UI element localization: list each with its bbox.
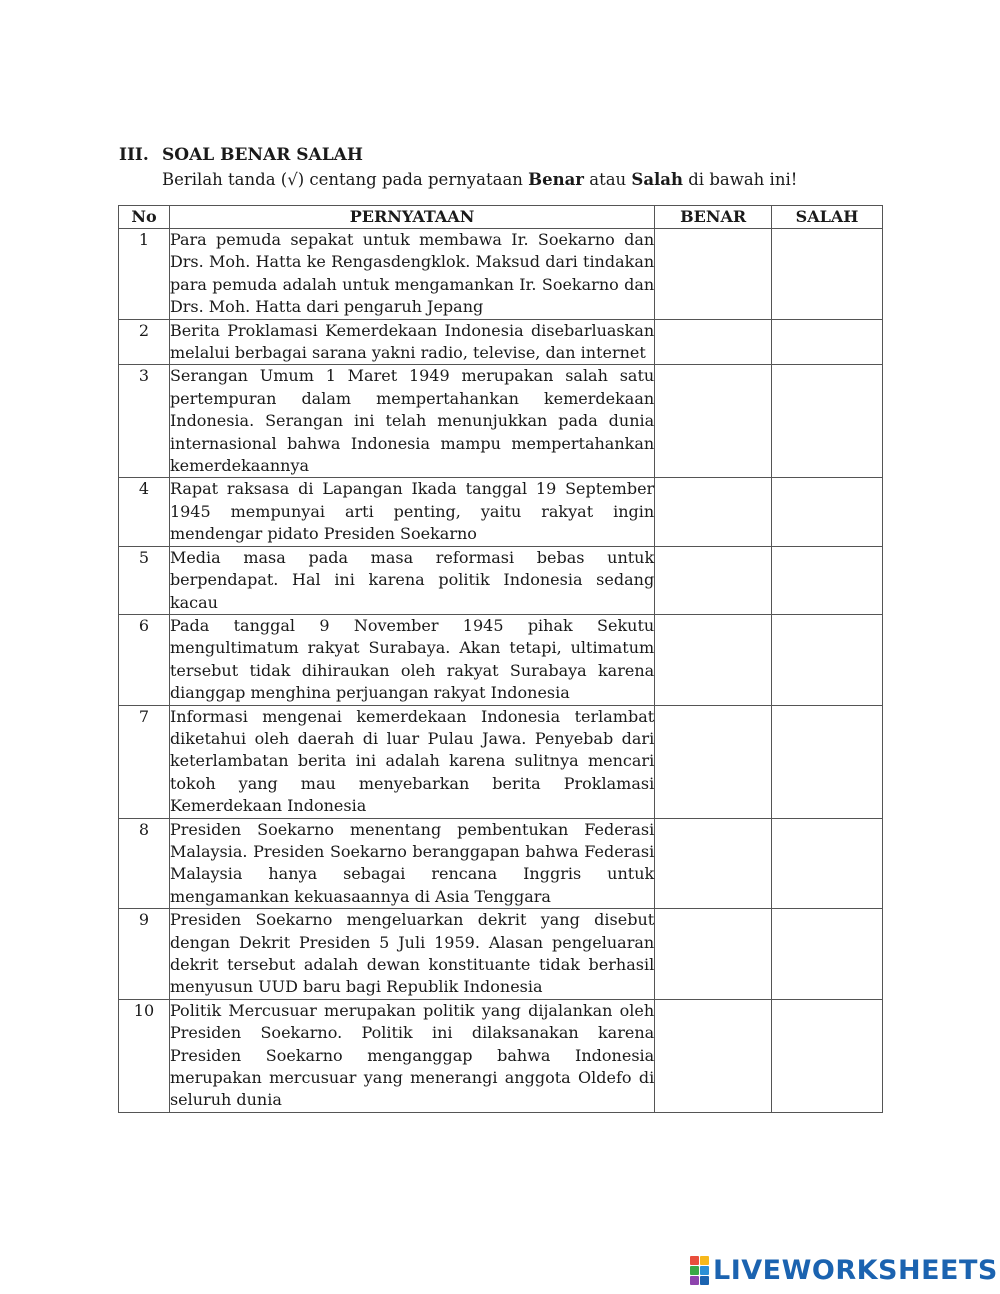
instruction-pre: Berilah tanda (√) centang pada pernyataan [162, 170, 529, 189]
statement-text: Para pemuda sepakat untuk membawa Ir. Soekarno dan Drs. Moh. Hatta ke Rengasdengklok. Maksud dari tindakan para pemuda adalah untuk mengamankan Ir. Soekarno dan Drs. Moh. Hatta dari pengaruh Jepang [169, 230, 655, 317]
statement-text: Rapat raksasa di Lapangan Ikada tanggal 19 September 1945 mempunyai arti penting, yaitu rakyat ingin mendengar pidato Presiden Soekarno [169, 479, 655, 544]
statement-cell [169, 478, 654, 546]
row-number: 1 [119, 229, 170, 320]
logo-text: LIVEWORKSHEETS [713, 1254, 998, 1286]
salah-answer-cell[interactable] [772, 365, 883, 478]
table-row [119, 909, 883, 1000]
statement-text: Presiden Soekarno menentang pembentukan Federasi Malaysia. Presiden Soekarno beranggapan bahwa Federasi Malaysia hanya sebagai rencana Inggris untuk mengamankan kekuasaannya di Asia Tenggara [169, 819, 655, 906]
table-row [119, 365, 883, 478]
salah-answer-cell[interactable] [772, 478, 883, 546]
salah-answer-cell[interactable] [772, 319, 883, 365]
instruction-salah: Salah [631, 170, 683, 189]
header-benar: BENAR [655, 206, 772, 229]
statement-cell [169, 705, 654, 818]
benar-answer-cell[interactable] [655, 909, 772, 1000]
row-number: 7 [119, 705, 170, 818]
statement-text: Presiden Soekarno mengeluarkan dekrit yang disebut dengan Dekrit Presiden 5 Juli 1959. Alasan pengeluaran dekrit tersebut adalah dewan konstituante tidak berhasil menyusun UUD baru bagi Republik Indonesia [169, 910, 655, 997]
instruction-benar: Benar [528, 170, 584, 189]
instruction-text [162, 170, 797, 189]
benar-answer-cell[interactable] [655, 319, 772, 365]
benar-answer-cell[interactable] [655, 478, 772, 546]
salah-answer-cell[interactable] [772, 546, 883, 614]
benar-answer-cell[interactable] [655, 614, 772, 705]
statement-text: Politik Mercusuar merupakan politik yang dijalankan oleh Presiden Soekarno. Politik ini dilaksanakan karena Presiden Soekarno menganggap bahwa Indonesia merupakan mercusuar yang menerangi anggota Oldefo di seluruh dunia [169, 1000, 655, 1110]
row-number: 10 [119, 999, 170, 1112]
benar-answer-cell[interactable] [655, 229, 772, 320]
table-row [119, 229, 883, 320]
table-row [119, 546, 883, 614]
salah-answer-cell[interactable] [772, 909, 883, 1000]
salah-answer-cell[interactable] [772, 614, 883, 705]
section-heading [119, 145, 363, 165]
benar-answer-cell[interactable] [655, 818, 772, 909]
statement-text: Berita Proklamasi Kemerdekaan Indonesia disebarluaskan melalui berbagai sarana yakni radio, televise, dan internet [169, 320, 655, 363]
true-false-table [118, 205, 883, 1113]
row-number: 3 [119, 365, 170, 478]
benar-answer-cell[interactable] [655, 546, 772, 614]
statement-cell [169, 319, 654, 365]
salah-answer-cell[interactable] [772, 818, 883, 909]
table-row [119, 319, 883, 365]
benar-answer-cell[interactable] [655, 705, 772, 818]
salah-answer-cell[interactable] [772, 705, 883, 818]
table-row [119, 818, 883, 909]
header-salah: SALAH [772, 206, 883, 229]
row-number: 6 [119, 614, 170, 705]
statement-cell [169, 365, 654, 478]
liveworksheets-mark-icon [690, 1256, 709, 1285]
benar-answer-cell[interactable] [655, 365, 772, 478]
statement-cell [169, 614, 654, 705]
table-header-row [119, 206, 883, 229]
section-number: III. [119, 145, 149, 165]
section-title: SOAL BENAR SALAH [162, 145, 363, 165]
statement-text: Pada tanggal 9 November 1945 pihak Sekutu mengultimatum rakyat Surabaya. Akan tetapi, ultimatum tersebut tidak dihiraukan oleh rakyat Surabaya karena dianggap menghina perjuangan rakyat Indonesia [169, 615, 655, 703]
instruction-mid: atau [584, 170, 632, 189]
table-row [119, 999, 883, 1112]
header-no: No [119, 206, 170, 229]
statement-text: Media masa pada masa reformasi bebas untuk berpendapat. Hal ini karena politik Indonesia sedang kacau [169, 547, 655, 612]
row-number: 4 [119, 478, 170, 546]
benar-answer-cell[interactable] [655, 999, 772, 1112]
statement-cell [169, 818, 654, 909]
instruction-post: di bawah ini! [682, 170, 798, 189]
row-number: 2 [119, 319, 170, 365]
table-row [119, 705, 883, 818]
statement-text: Informasi mengenai kemerdekaan Indonesia terlambat diketahui oleh daerah di luar Pulau Jawa. Penyebab dari keterlambatan berita ini adalah karena sulitnya mencari tokoh yang mau menyebarkan berita Proklamasi Kemerdekaan Indonesia [169, 706, 655, 816]
statement-text: Serangan Umum 1 Maret 1949 merupakan salah satu pertempuran dalam mempertahankan kemerdekaan Indonesia. Serangan ini telah menunjukkan pada dunia internasional bahwa Indonesia mampu mempertahankan kemerdekaannya [169, 366, 655, 476]
table-row [119, 478, 883, 546]
table-row [119, 614, 883, 705]
liveworksheets-logo [690, 1253, 998, 1287]
statement-cell [169, 999, 654, 1112]
header-statement: PERNYATAAN [169, 206, 654, 229]
row-number: 9 [119, 909, 170, 1000]
statement-cell [169, 229, 654, 320]
statement-cell [169, 546, 654, 614]
salah-answer-cell[interactable] [772, 999, 883, 1112]
statement-cell [169, 909, 654, 1000]
salah-answer-cell[interactable] [772, 229, 883, 320]
row-number: 8 [119, 818, 170, 909]
row-number: 5 [119, 546, 170, 614]
